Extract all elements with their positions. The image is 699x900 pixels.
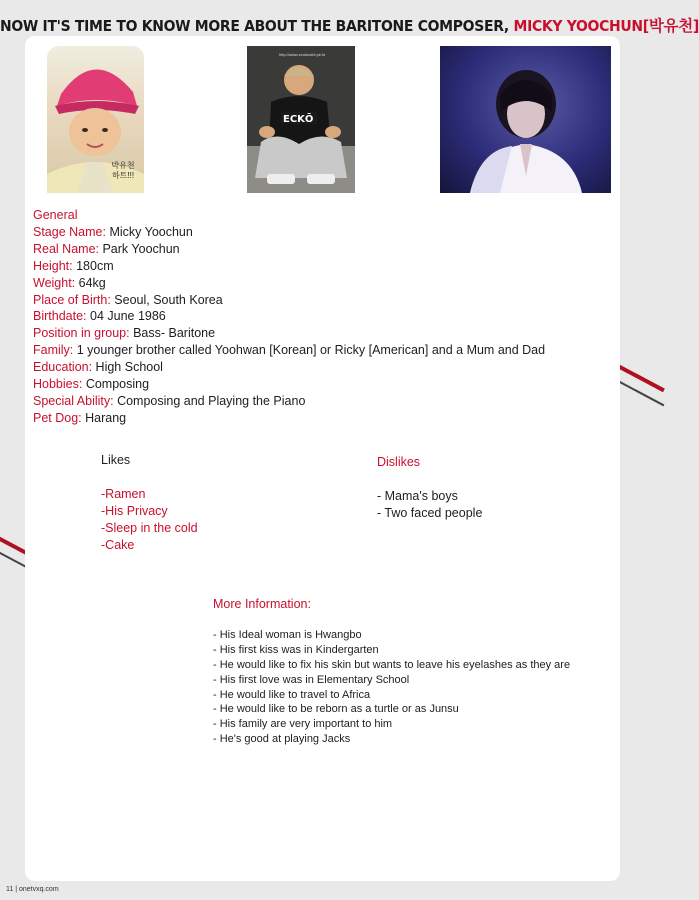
profile-value: Composing and Playing the Piano — [113, 393, 306, 408]
childhood-photo — [47, 46, 144, 193]
more-info-item: - His first love was in Elementary School — [213, 673, 410, 686]
profile-row — [33, 292, 603, 309]
profile-value: Composing — [82, 377, 150, 392]
profile-value: High School — [92, 360, 163, 375]
profile-value: Harang — [81, 410, 127, 425]
profile-value: Micky Yoochun — [105, 224, 193, 239]
likes-heading: Likes — [101, 453, 131, 467]
photo-watermark: http://www.ecolworld.pe.kr — [279, 52, 326, 57]
more-info-list — [213, 628, 570, 747]
dislikes-section — [377, 454, 482, 522]
profile-value: 180cm — [72, 258, 114, 273]
profile-row — [33, 359, 603, 376]
more-info-item: - His Ideal woman is Hwangbo — [213, 628, 362, 641]
profile-row — [33, 224, 603, 241]
title-prefix: NOW IT'S TIME TO KNOW MORE ABOUT THE BARITONE COMPOSER, — [0, 17, 509, 35]
like-item: -Sleep in the cold — [101, 520, 198, 535]
profile-label: Family: — [33, 343, 74, 358]
more-info-item: - He would like to be reborn as a turtle or as Junsu — [213, 703, 459, 716]
profile-label: Height: — [33, 258, 73, 273]
profile-label: Special Ability: — [33, 393, 114, 408]
profile-section — [33, 207, 603, 427]
more-info-section — [213, 597, 570, 747]
profile-label: Real Name: — [33, 241, 99, 256]
more-info-item: - He's good at playing Jacks — [213, 733, 351, 746]
title-name: MICKY YOOCHUN — [513, 17, 643, 35]
profile-value: 64kg — [75, 275, 106, 290]
profile-fields — [33, 224, 603, 427]
profile-value: Seoul, South Korea — [110, 292, 223, 307]
page-title — [0, 14, 699, 36]
more-info-item: - His family are very important to him — [213, 718, 393, 731]
title-hangul: [박유천] — [642, 17, 699, 35]
profile-row — [33, 376, 603, 393]
profile-label: Hobbies: — [33, 377, 83, 392]
profile-row — [33, 410, 603, 427]
profile-label: Position in group: — [33, 326, 130, 341]
profile-row — [33, 393, 603, 410]
profile-row — [33, 325, 603, 342]
profile-label: Pet Dog: — [33, 410, 82, 425]
likes-section — [101, 452, 198, 553]
profile-label: Place of Birth: — [33, 292, 111, 307]
profile-label: Birthdate: — [33, 309, 87, 324]
more-info-heading: More Information: — [213, 597, 311, 611]
profile-row — [33, 308, 603, 325]
more-info-item: - He would like to travel to Africa — [213, 688, 371, 701]
svg-text:ECKŌ: ECKŌ — [283, 114, 314, 125]
profile-label: Education: — [33, 360, 93, 375]
profile-row — [33, 258, 603, 275]
hiphop-photo — [247, 46, 355, 193]
profile-value: Bass- Baritone — [129, 326, 216, 341]
likes-list — [101, 486, 198, 554]
profile-row — [33, 275, 603, 292]
dislike-item: - Two faced people — [377, 505, 483, 520]
profile-row — [33, 342, 603, 359]
profile-value: 04 June 1986 — [86, 309, 166, 324]
like-item: -Cake — [101, 537, 135, 552]
profile-label: Weight: — [33, 275, 76, 290]
profile-row — [33, 241, 603, 258]
profile-label: Stage Name: — [33, 224, 106, 239]
profile-heading: General — [33, 208, 78, 222]
profile-value: Park Yoochun — [99, 241, 180, 256]
like-item: -Ramen — [101, 486, 146, 501]
dislikes-heading: Dislikes — [377, 455, 421, 469]
dislike-item: - Mama's boys — [377, 488, 458, 503]
more-info-item: - He would like to fix his skin but wants to leave his eyelashes as they are — [213, 658, 571, 671]
dislikes-list — [377, 488, 482, 522]
more-info-item: - His first kiss was in Kindergarten — [213, 643, 379, 656]
like-item: -His Privacy — [101, 503, 168, 518]
page-footer: 11 | onetvxq.com — [6, 886, 59, 893]
profile-value: 1 younger brother called Yoohwan [Korean] or Ricky [American] and a Mum and Dad — [73, 343, 546, 358]
photo-caption: 박유천 하트!!! — [111, 161, 135, 180]
stage-photo — [440, 46, 611, 193]
